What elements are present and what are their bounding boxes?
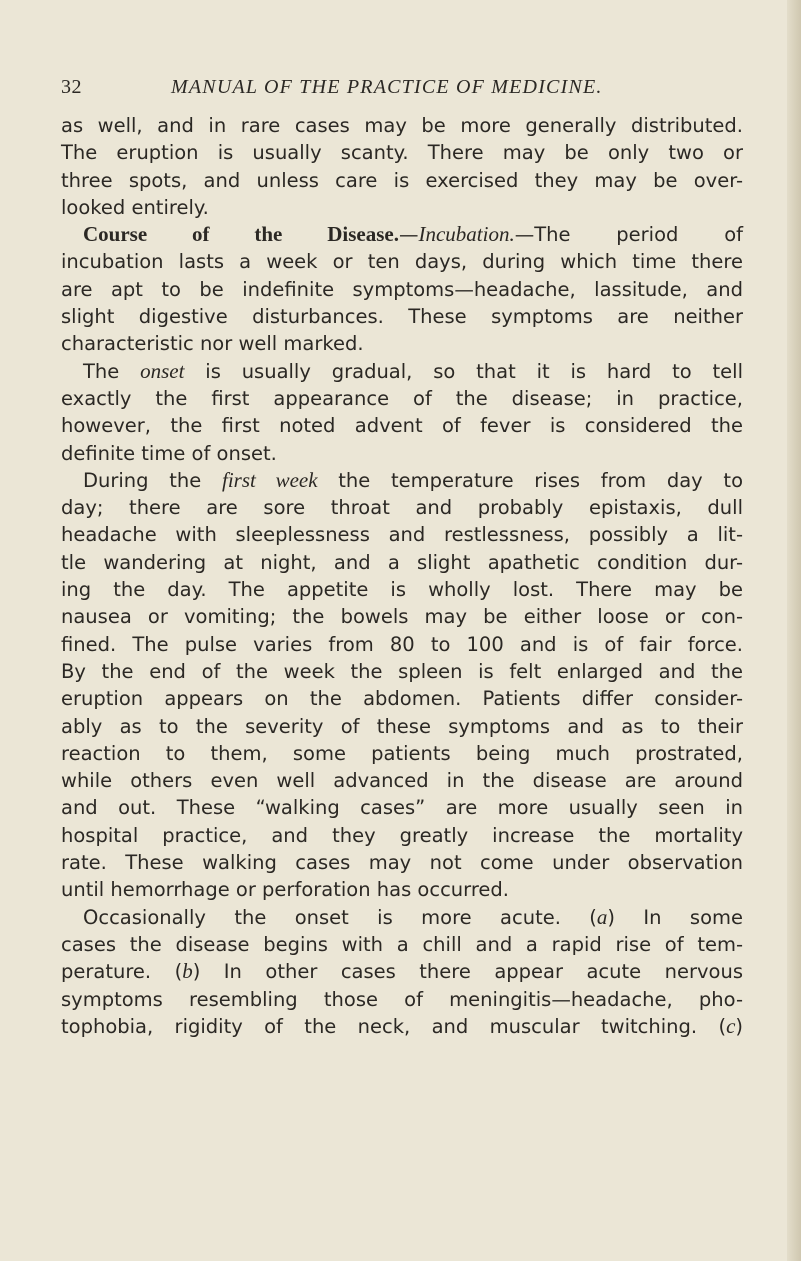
running-header <box>61 76 701 112</box>
text-line: while others even well advanced in the disease are around <box>61 769 743 793</box>
text-line: incubation lasts a week or ten days, during which time there <box>61 250 743 274</box>
first-week-line <box>61 467 743 494</box>
perature-line <box>61 958 743 985</box>
text-line: hospital practice, and they greatly increase the mortality <box>61 823 743 847</box>
course-heading: Course of the Disease. <box>83 222 399 247</box>
text-line: slight digestive disturbances. These symptoms are neither <box>61 305 743 329</box>
first-week-label: first week <box>221 467 318 492</box>
heading-rest: —The period of <box>514 223 743 247</box>
text-line: rate. These walking cases may not come under observation <box>61 851 743 875</box>
text-line: until hemorrhage or perforation has occurred. <box>61 878 509 902</box>
occ-post: ) In some <box>607 905 743 929</box>
text-line: definite time of onset. <box>61 441 277 465</box>
text-line: nausea or vomiting; the bowels may be either loose or con- <box>61 605 743 629</box>
onset-pre: The <box>83 359 141 383</box>
onset-line <box>61 358 743 385</box>
onset-post: is usually gradual, so that it is hard to tell <box>184 359 743 383</box>
incubation-label: Incubation. <box>418 222 515 247</box>
onset-label: onset <box>140 358 185 383</box>
text-line: as well, and in rare cases may be more generally distributed. <box>61 114 743 137</box>
text-line: ably as to the severity of these symptoms and as to their <box>61 714 743 738</box>
text-line: and out. These “walking cases” are more usually seen in <box>61 796 743 820</box>
text-line: day; there are sore throat and probably epistaxis, dull <box>61 496 743 520</box>
text-line: ing the day. The appetite is wholly lost. There may be <box>61 578 743 602</box>
occ-pre: Occasionally the onset is more acute. ( <box>83 905 597 929</box>
perature-post: ) In other cases there appear acute nervous <box>192 960 743 984</box>
page-edge <box>787 0 801 1261</box>
text-line: three spots, and unless care is exercised they may be over- <box>61 168 743 192</box>
body-text <box>61 112 743 1040</box>
occ-a: a <box>596 904 608 929</box>
text-line: reaction to them, some patients being much prostrated, <box>61 741 743 765</box>
text-line: symptoms resembling those of meningitis—headache, pho- <box>61 987 743 1011</box>
text-line: exactly the first appearance of the disease; in practice, <box>61 386 743 410</box>
text-line: The eruption is usually scanty. There may be only two or <box>61 141 743 165</box>
first-week-pre: During the <box>83 468 222 492</box>
text-line: looked entirely. <box>61 195 209 219</box>
page-number: 32 <box>61 76 82 98</box>
perature-b: b <box>182 959 193 984</box>
text-line: By the end of the week the spleen is felt enlarged and the <box>61 659 743 683</box>
tophobia-c: c <box>726 1013 736 1038</box>
perature-pre: perature. ( <box>61 960 183 984</box>
dash: — <box>398 223 419 247</box>
text-line: are apt to be indefinite symptoms—headache, lassitude, and <box>61 277 743 301</box>
tophobia-post: ) <box>735 1014 743 1038</box>
text-line: headache with sleeplessness and restlessness, possibly a lit- <box>61 523 743 547</box>
text-line: tle wandering at night, and a slight apathetic condition dur- <box>61 550 743 574</box>
occasionally-line <box>61 904 743 931</box>
section-heading-line <box>61 221 743 248</box>
running-title: MANUAL OF THE PRACTICE OF MEDICINE. <box>171 76 603 98</box>
tophobia-pre: tophobia, rigidity of the neck, and muscular twitching. ( <box>61 1014 727 1038</box>
tophobia-line <box>61 1013 743 1040</box>
text-line: characteristic nor well marked. <box>61 332 364 356</box>
text-line: fined. The pulse varies from 80 to 100 and is of fair force. <box>61 632 743 656</box>
text-line: eruption appears on the abdomen. Patients differ consider- <box>61 687 743 711</box>
first-week-post: the temperature rises from day to <box>317 468 743 492</box>
text-line: however, the first noted advent of fever is considered the <box>61 414 743 438</box>
text-line: cases the disease begins with a chill and a rapid rise of tem- <box>61 932 743 956</box>
